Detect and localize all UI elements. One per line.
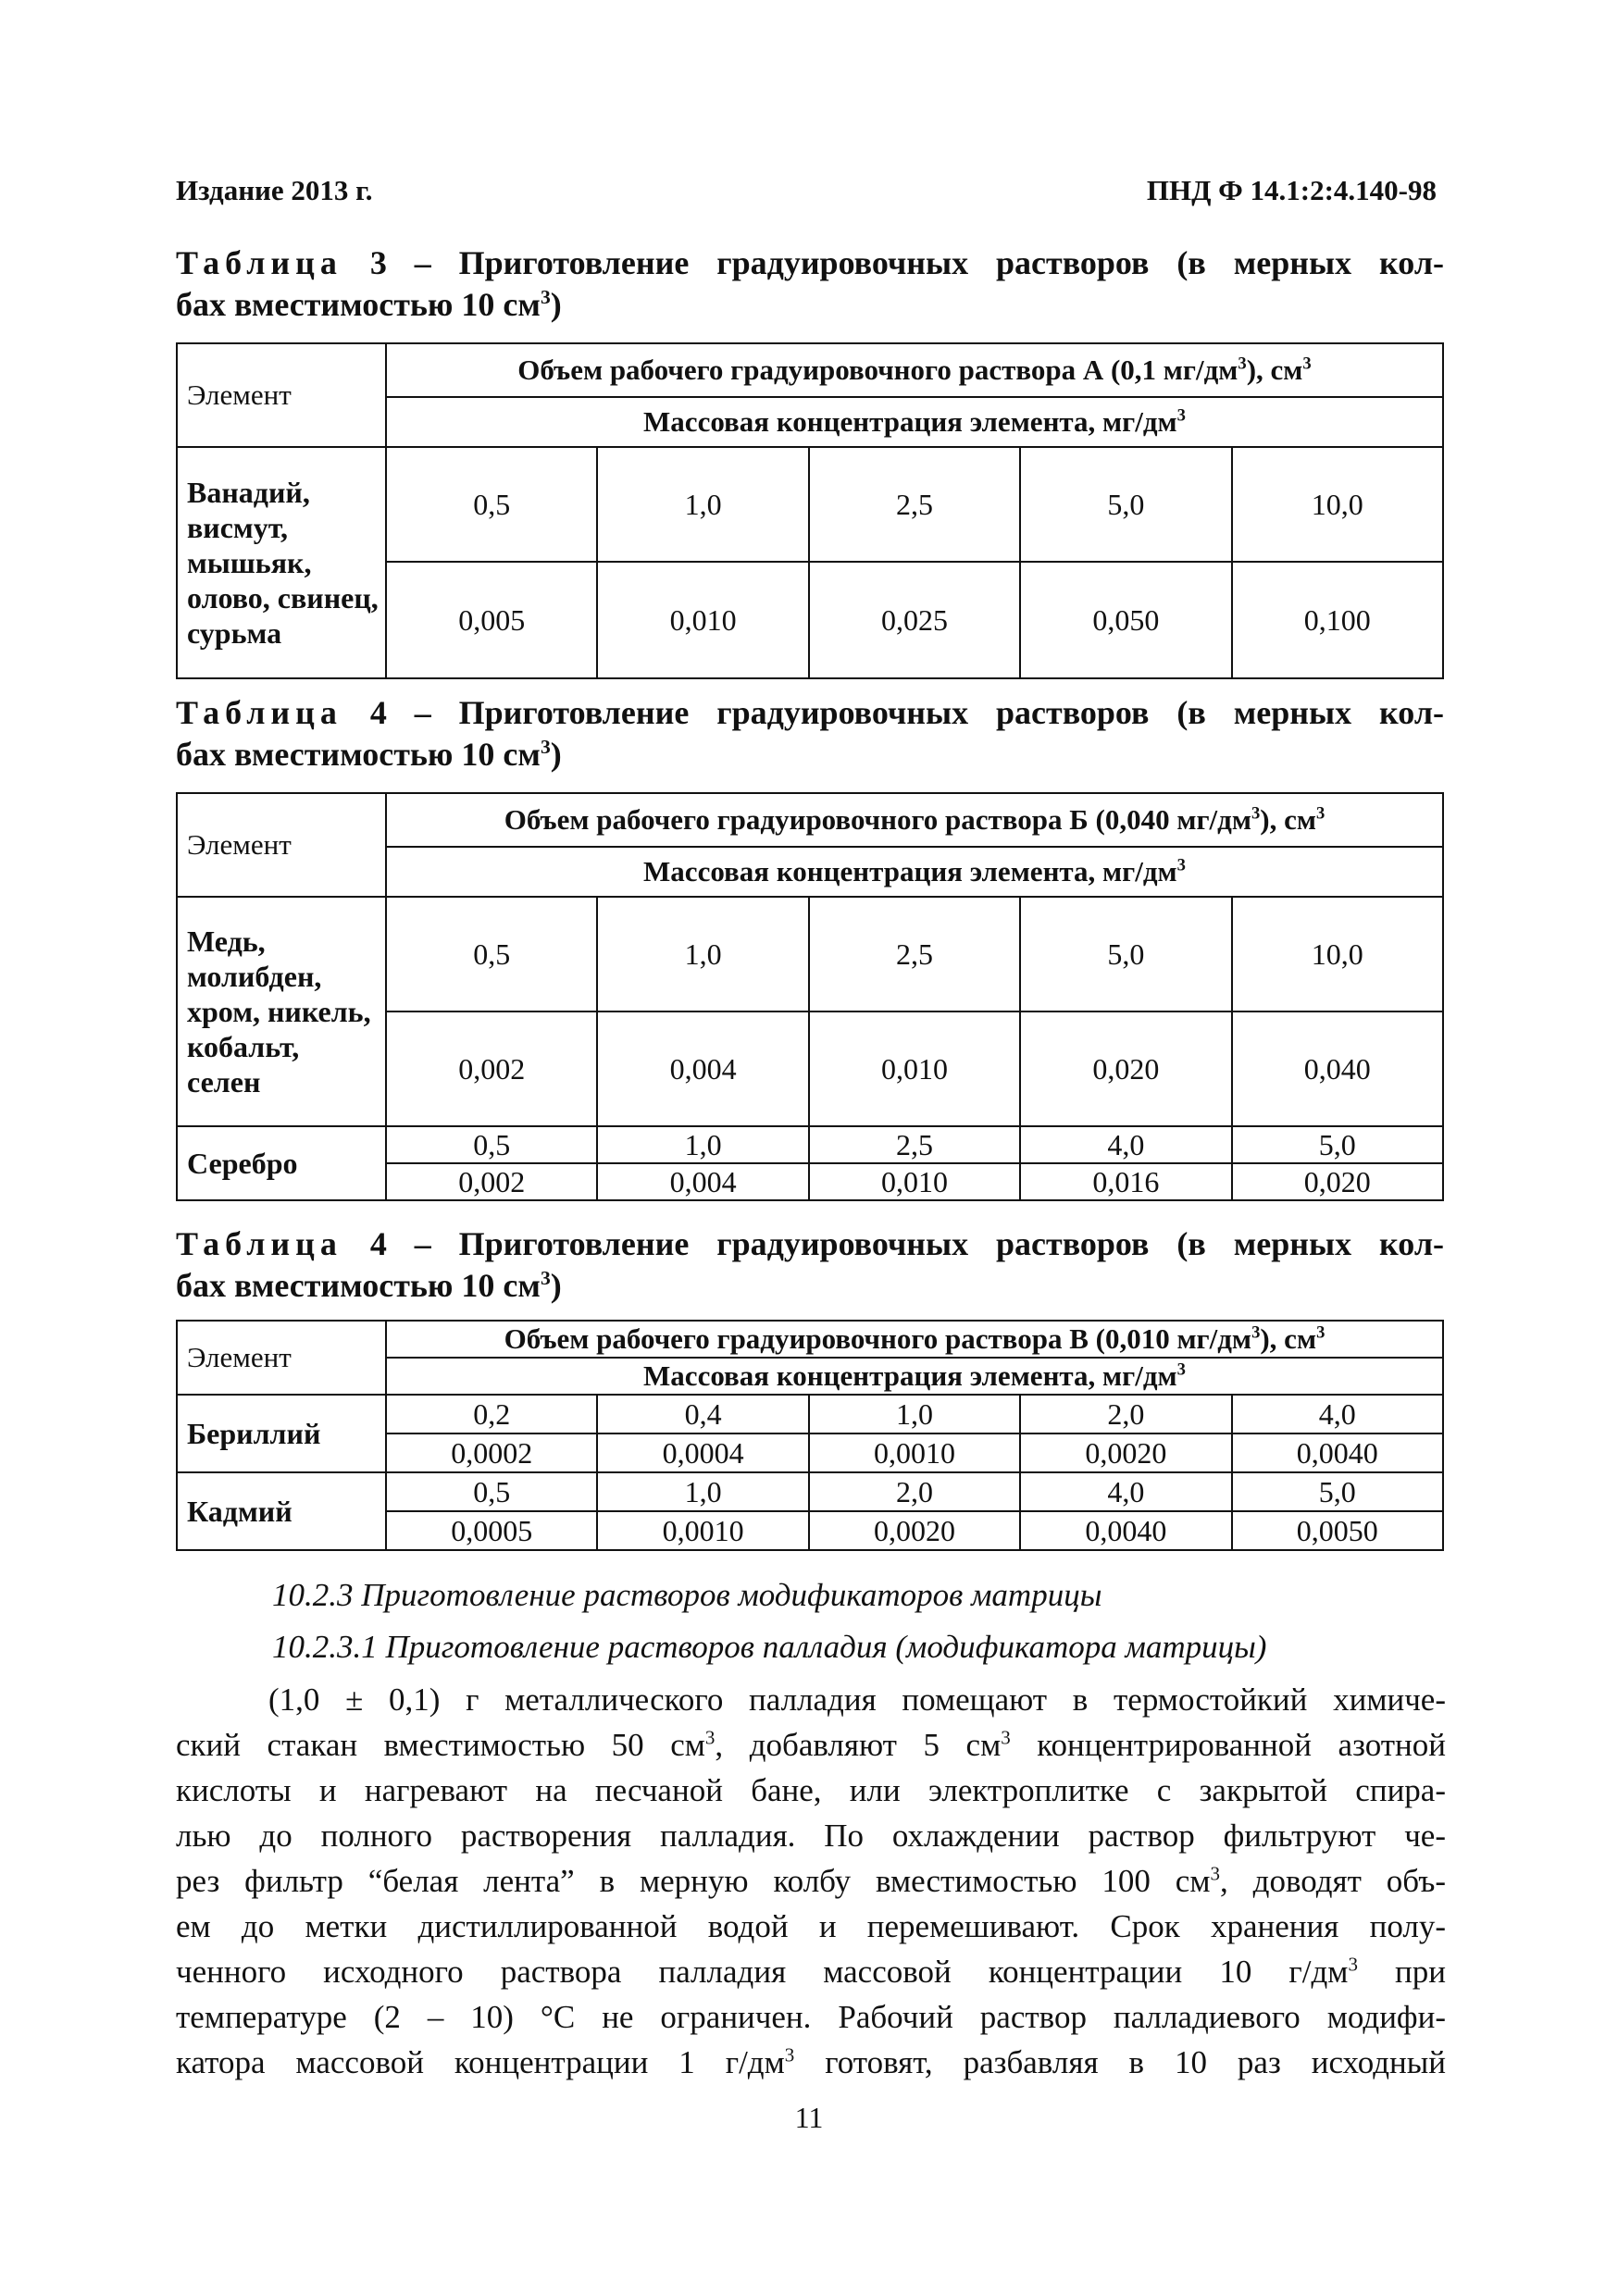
volume-cell: 0,4 bbox=[597, 1395, 808, 1433]
volume-cell: 4,0 bbox=[1232, 1395, 1443, 1433]
paragraph-line: катора массовой концентрации 1 $г/дм^3$ готовят, разбавляя в 10 раз исходный bbox=[176, 2043, 1446, 2080]
volume-cell: 2,0 bbox=[809, 1472, 1020, 1511]
volume-cell: 10,0 bbox=[1232, 447, 1443, 562]
volume-cell: 5,0 bbox=[1232, 1472, 1443, 1511]
volume-cell: 5,0 bbox=[1020, 897, 1231, 1011]
volume-cell: 2,0 bbox=[1020, 1395, 1231, 1433]
concentration-cell: 0,005 bbox=[386, 562, 597, 678]
paragraph-line: кислоты и нагревают на песчаной бане, или электроплитке с закрытой спира- bbox=[176, 1772, 1446, 1808]
concentration-cell: 0,050 bbox=[1020, 562, 1231, 678]
volume-cell: 1,0 bbox=[597, 897, 808, 1011]
column-header-element: Элемент bbox=[177, 1321, 386, 1395]
volume-cell: 0,5 bbox=[386, 1472, 597, 1511]
concentration-cell: 0,010 bbox=[809, 1011, 1020, 1126]
column-header-element: Элемент bbox=[177, 343, 386, 447]
volume-cell: 0,5 bbox=[386, 447, 597, 562]
concentration-cell: 0,002 bbox=[386, 1163, 597, 1200]
element-group: Кадмий bbox=[177, 1472, 386, 1550]
concentration-cell: 0,0004 bbox=[597, 1433, 808, 1472]
concentration-cell: 0,100 bbox=[1232, 562, 1443, 678]
concentration-cell: 0,0040 bbox=[1020, 1511, 1231, 1550]
page-number: 11 bbox=[794, 2101, 824, 2134]
section-heading-10-2-3-1: 10.2.3.1 Приготовление растворов палладия (модификатора матрицы) bbox=[272, 1629, 1267, 1665]
concentration-cell: 0,0050 bbox=[1232, 1511, 1443, 1550]
volume-cell: 5,0 bbox=[1232, 1126, 1443, 1163]
header-volume: Объем рабочего градуировочного раствора В (0,010 $мг/дм^3$), $см^3$ bbox=[386, 1321, 1443, 1358]
concentration-cell: 0,0002 bbox=[386, 1433, 597, 1472]
section-heading-10-2-3: 10.2.3 Приготовление растворов модификаторов матрицы bbox=[272, 1577, 1102, 1613]
volume-cell: 2,5 bbox=[809, 1126, 1020, 1163]
paragraph-line: ем до метки дистиллированной водой и перемешивают. Срок хранения полу- bbox=[176, 1908, 1446, 1944]
concentration-cell: 0,010 bbox=[809, 1163, 1020, 1200]
concentration-cell: 0,004 bbox=[597, 1163, 808, 1200]
header-volume: Объем рабочего градуировочного раствора А (0,1 $мг/дм^3$), $см^3$ bbox=[386, 343, 1443, 397]
volume-cell: 0,5 bbox=[386, 897, 597, 1011]
volume-cell: 1,0 bbox=[809, 1395, 1020, 1433]
table4b-caption: Таблица 4 – Приготовление градуировочных растворов (в мерных кол- бах вместимостью 10 $см^3$) bbox=[176, 1225, 1444, 1304]
concentration-cell: 0,010 bbox=[597, 562, 808, 678]
table4b bbox=[176, 1320, 1444, 1551]
paragraph-line: ченного исходного раствора палладия массовой концентрации 10 $г/дм^3$ при bbox=[176, 1953, 1446, 1990]
concentration-cell: 0,016 bbox=[1020, 1163, 1231, 1200]
element-group: Серебро bbox=[177, 1126, 386, 1200]
concentration-cell: 0,0020 bbox=[1020, 1433, 1231, 1472]
volume-cell: 0,5 bbox=[386, 1126, 597, 1163]
edition-label: Издание 2013 г. bbox=[176, 174, 373, 206]
concentration-cell: 0,002 bbox=[386, 1011, 597, 1126]
column-header-element: Элемент bbox=[177, 793, 386, 897]
concentration-cell: 0,004 bbox=[597, 1011, 808, 1126]
paragraph-line: температуре (2 – 10) °С не ограничен. Рабочий раствор палладиевого модифи- bbox=[176, 1999, 1446, 2035]
body-paragraph bbox=[176, 1677, 1446, 2085]
concentration-cell: 0,040 bbox=[1232, 1011, 1443, 1126]
paragraph-line: лью до полного растворения палладия. По охлаждении раствор фильтруют че- bbox=[176, 1818, 1446, 1854]
paragraph-line: (1,0 ± 0,1) г металлического палладия помещают в термостойкий химиче- bbox=[268, 1682, 1446, 1718]
volume-cell: 4,0 bbox=[1020, 1126, 1231, 1163]
paragraph-line: рез фильтр “белая лента” в мерную колбу вместимостью 100 $см^3$, доводят объ- bbox=[176, 1862, 1446, 1899]
element-group: Бериллий bbox=[177, 1395, 386, 1472]
paragraph-line: ский стакан вместимостью 50 $см^3$, добавляют 5 $см^3$ концентрированной азотной bbox=[176, 1726, 1446, 1763]
table4a bbox=[176, 792, 1444, 1201]
element-group: Медь, молибден, хром, никель, кобальт, селен bbox=[177, 897, 386, 1126]
volume-cell: 1,0 bbox=[597, 1472, 808, 1511]
concentration-cell: 0,0020 bbox=[809, 1511, 1020, 1550]
volume-cell: 0,2 bbox=[386, 1395, 597, 1433]
header-concentration: Массовая концентрация элемента, $мг/дм^3$ bbox=[386, 397, 1443, 447]
header-concentration: Массовая концентрация элемента, $мг/дм^3$ bbox=[386, 847, 1443, 897]
table4a-caption: Таблица 4 – Приготовление градуировочных растворов (в мерных кол- бах вместимостью 10 $см^3$) bbox=[176, 694, 1444, 773]
document-code: ПНД Ф 14.1:2:4.140-98 bbox=[1146, 174, 1437, 206]
volume-cell: 1,0 bbox=[597, 447, 808, 562]
header-concentration: Массовая концентрация элемента, $мг/дм^3$ bbox=[386, 1358, 1443, 1395]
concentration-cell: 0,0010 bbox=[809, 1433, 1020, 1472]
element-group: Ванадий, висмут, мышьяк, олово, свинец, сурьма bbox=[177, 447, 386, 678]
volume-cell: 1,0 bbox=[597, 1126, 808, 1163]
concentration-cell: 0,020 bbox=[1020, 1011, 1231, 1126]
table3 bbox=[176, 342, 1444, 679]
volume-cell: 2,5 bbox=[809, 897, 1020, 1011]
header-volume: Объем рабочего градуировочного раствора Б (0,040 $мг/дм^3$), $см^3$ bbox=[386, 793, 1443, 847]
volume-cell: 5,0 bbox=[1020, 447, 1231, 562]
concentration-cell: 0,0005 bbox=[386, 1511, 597, 1550]
volume-cell: 4,0 bbox=[1020, 1472, 1231, 1511]
concentration-cell: 0,0010 bbox=[597, 1511, 808, 1550]
concentration-cell: 0,020 bbox=[1232, 1163, 1443, 1200]
concentration-cell: 0,025 bbox=[809, 562, 1020, 678]
volume-cell: 10,0 bbox=[1232, 897, 1443, 1011]
concentration-cell: 0,0040 bbox=[1232, 1433, 1443, 1472]
volume-cell: 2,5 bbox=[809, 447, 1020, 562]
table3-caption: Таблица 3 – Приготовление градуировочных растворов (в мерных кол- бах вместимостью 10 $см^3$) bbox=[176, 244, 1444, 323]
